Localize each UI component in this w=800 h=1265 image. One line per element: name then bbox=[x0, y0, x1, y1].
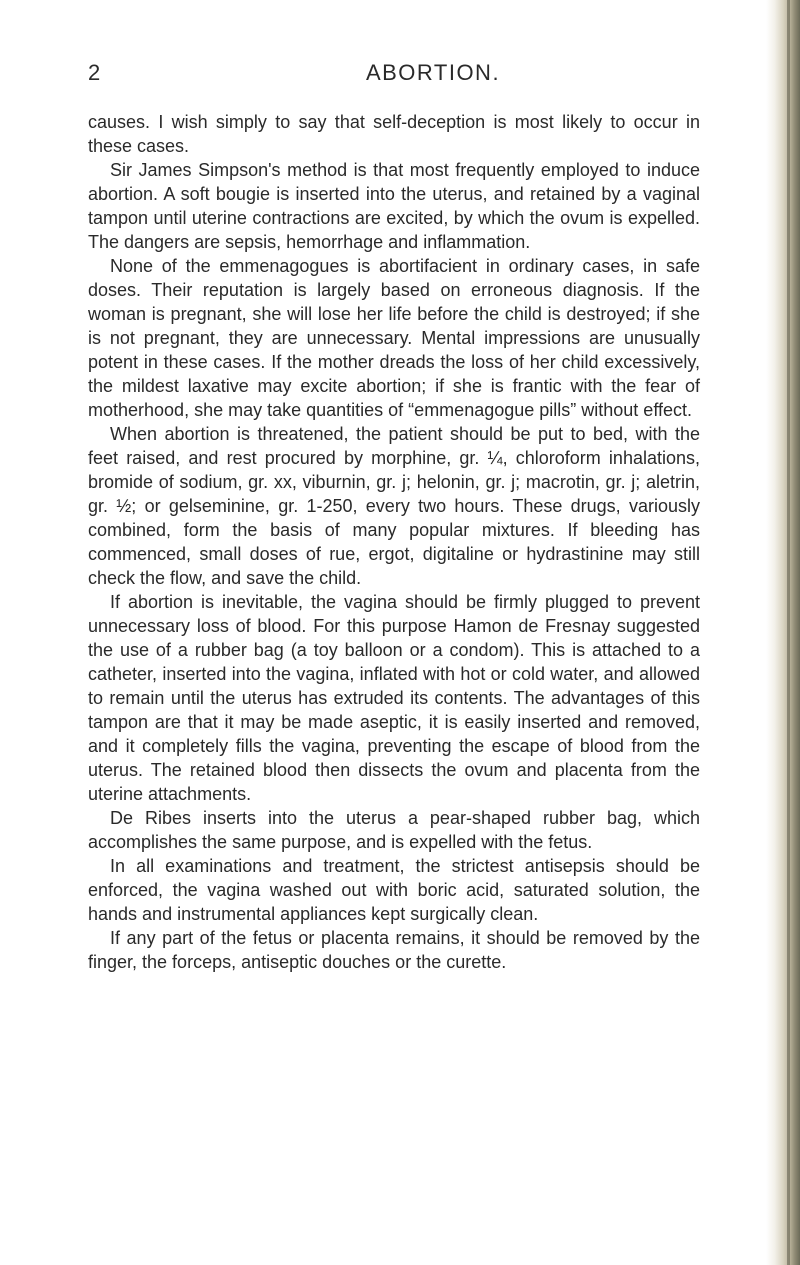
paragraph-simpson-method: Sir James Simpson's method is that most frequently employed to induce abortion. A soft bougie is inserted into the uterus, and retained by a vaginal tampon until uterine contractions are excited, by which the ovum is expelled. The dangers are sepsis, hemorrhage and inflammation. bbox=[88, 160, 700, 252]
paragraph-inevitable-abortion: If abortion is inevitable, the vagina should be firmly plugged to prevent unnecessary loss of blood. For this purpose Hamon de Fresnay suggested the use of a rubber bag (a toy balloon or a condom). This is attached to a catheter, inserted into the vagina, inflated with hot or cold water, and allowed to remain until the uterus has extruded its contents. The advantages of this tampon are that it may be made aseptic, it is easily inserted and removed, and it completely fills the vagina, preventing the escape of blood from the uterus. The retained blood then dissects the ovum and placenta from the uterine attachments. bbox=[88, 592, 700, 804]
paragraph-threatened-abortion: When abortion is threatened, the patient should be put to bed, with the feet raised, and rest procured by morphine, gr. ¼, chloroform inhalations, bromide of sodium, gr. xx, viburnin, gr. j; helonin, gr. j; macrotin, gr. j; aletrin, gr. ½; or gelseminine, gr. 1-250, every two hours. These drugs, variously combined, form the basis of many popular mixtures. If bleeding has commenced, small doses of rue, ergot, digitaline or hydrastinine may still check the flow, and save the child. bbox=[88, 424, 700, 588]
running-title: ABORTION. bbox=[365, 60, 501, 85]
paragraph-de-ribes: De Ribes inserts into the uterus a pear-shaped rubber bag, which accomplishes the same purpose, and is expelled with the fetus. bbox=[88, 808, 700, 852]
binding-shadow-line bbox=[787, 0, 790, 1265]
paragraph-continuation: causes. I wish simply to say that self-deception is most likely to occur in these cases. bbox=[88, 112, 700, 156]
page-binding-edge bbox=[766, 0, 800, 1265]
body-text bbox=[88, 110, 700, 974]
paragraph-antisepsis: In all examinations and treatment, the strictest antisepsis should be enforced, the vagina washed out with boric acid, saturated solution, the hands and instrumental appliances kept surgically clean. bbox=[88, 856, 700, 924]
running-head bbox=[88, 60, 778, 94]
paragraph-emmenagogues: None of the emmenagogues is abortifacient in ordinary cases, in safe doses. Their reputation is largely based on erroneous diagnosis. If the woman is pregnant, she will lose her life before the child is destroyed; if she is not pregnant, they are unnecessary. Mental impressions are unusually potent in these cases. If the mother dreads the loss of her child excessively, the mildest laxative may excite abortion; if she is frantic with the fear of motherhood, she may take quantities of “emmenagogue pills” without effect. bbox=[88, 256, 700, 420]
page-number: 2 bbox=[88, 60, 101, 85]
paragraph-removal: If any part of the fetus or placenta remains, it should be removed by the finger, the forceps, antiseptic douches or the curette. bbox=[88, 928, 700, 972]
